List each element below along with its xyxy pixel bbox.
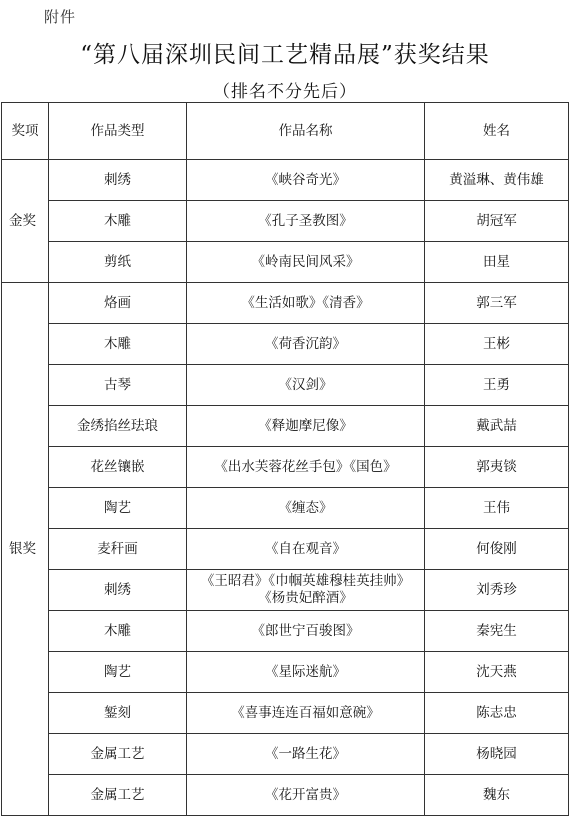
table-row (2, 160, 569, 201)
artist-name-cell: 何俊刚 (425, 529, 569, 570)
work-title-cell: 《生活如歌》《清香》 (187, 283, 425, 324)
work-type-cell: 木雕 (49, 611, 187, 652)
work-title-cell: 《峡谷奇光》 (187, 160, 425, 201)
work-title-cell: 《喜事连连百福如意碗》 (187, 693, 425, 734)
work-type-cell: 麦秆画 (49, 529, 187, 570)
artist-name-cell: 刘秀珍 (425, 570, 569, 611)
artist-name-cell: 戴武喆 (425, 406, 569, 447)
artist-name-cell: 魏东 (425, 775, 569, 816)
artist-name-cell: 王伟 (425, 488, 569, 529)
attachment-label: 附件 (44, 8, 77, 26)
award-tier-silver: 银奖 (2, 283, 49, 816)
header-work-title: 作品名称 (187, 103, 425, 160)
work-title-line: 《杨贵妃醉酒》 (258, 590, 353, 606)
artist-name-cell: 陈志忠 (425, 693, 569, 734)
work-title-cell: 《汉剑》 (187, 365, 425, 406)
work-title-line: 《王昭君》《巾帼英雄穆桂英挂帅》 (200, 573, 411, 589)
artist-name-cell: 王勇 (425, 365, 569, 406)
table-row (2, 406, 569, 447)
table-row (2, 447, 569, 488)
work-type-cell: 陶艺 (49, 488, 187, 529)
header-work-type: 作品类型 (49, 103, 187, 160)
awards-table (1, 102, 569, 816)
work-type-cell: 木雕 (49, 201, 187, 242)
work-type-cell: 花丝镶嵌 (49, 447, 187, 488)
work-title-cell: 《郎世宁百骏图》 (187, 611, 425, 652)
header-award: 奖项 (2, 103, 49, 160)
work-type-cell: 木雕 (49, 324, 187, 365)
work-title-cell: 《星际迷航》 (187, 652, 425, 693)
table-row (2, 529, 569, 570)
artist-name-cell: 郭三军 (425, 283, 569, 324)
work-title-cell: 《花开富贵》 (187, 775, 425, 816)
work-title-cell: 《出水芙蓉花丝手包》《国色》 (187, 447, 425, 488)
table-row (2, 775, 569, 816)
silver-award-group (2, 283, 569, 816)
artist-name-cell: 秦宪生 (425, 611, 569, 652)
artist-name-cell: 郭夷锬 (425, 447, 569, 488)
gold-award-group (2, 160, 569, 283)
work-title-cell: 《缠态》 (187, 488, 425, 529)
award-tier-gold: 金奖 (2, 160, 49, 283)
work-title-cell: 《岭南民间风采》 (187, 242, 425, 283)
table-row (2, 283, 569, 324)
document-title: “第八届深圳民间工艺精品展”获奖结果 (80, 42, 490, 68)
table-row (2, 324, 569, 365)
artist-name-cell: 黄溢琳、黄伟雄 (425, 160, 569, 201)
work-title-cell: 《荷香沉韵》 (187, 324, 425, 365)
table-row (2, 652, 569, 693)
table-row (2, 365, 569, 406)
work-type-cell: 金绣掐丝珐琅 (49, 406, 187, 447)
artist-name-cell: 王彬 (425, 324, 569, 365)
table-row (2, 693, 569, 734)
header-row (2, 103, 569, 160)
document-subtitle: （排名不分先后） (213, 82, 357, 102)
table-row (2, 570, 569, 611)
work-type-cell: 錾刻 (49, 693, 187, 734)
work-type-cell: 剪纸 (49, 242, 187, 283)
work-title-cell: 《一路生花》 (187, 734, 425, 775)
artist-name-cell: 杨晓园 (425, 734, 569, 775)
artist-name-cell: 沈天燕 (425, 652, 569, 693)
table-row (2, 611, 569, 652)
table-row (2, 488, 569, 529)
header-name: 姓名 (425, 103, 569, 160)
work-title-cell (187, 570, 425, 611)
work-type-cell: 金属工艺 (49, 734, 187, 775)
artist-name-cell: 胡冠军 (425, 201, 569, 242)
work-title-cell: 《孔子圣教图》 (187, 201, 425, 242)
work-type-cell: 烙画 (49, 283, 187, 324)
work-type-cell: 刺绣 (49, 160, 187, 201)
work-title-cell: 《释迦摩尼像》 (187, 406, 425, 447)
table-row (2, 734, 569, 775)
work-type-cell: 金属工艺 (49, 775, 187, 816)
table-row (2, 201, 569, 242)
work-title-cell: 《自在观音》 (187, 529, 425, 570)
work-type-cell: 陶艺 (49, 652, 187, 693)
table-row (2, 242, 569, 283)
artist-name-cell: 田星 (425, 242, 569, 283)
work-type-cell: 刺绣 (49, 570, 187, 611)
table-header (2, 103, 569, 160)
work-type-cell: 古琴 (49, 365, 187, 406)
